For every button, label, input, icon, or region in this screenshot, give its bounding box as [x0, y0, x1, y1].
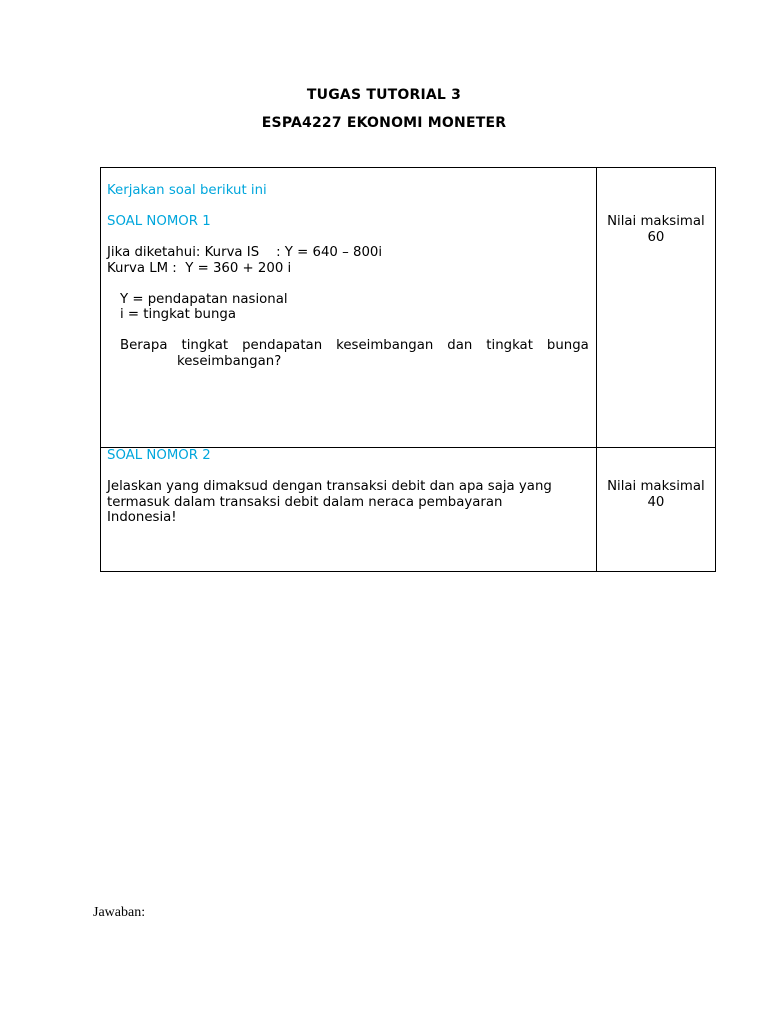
question-1-score-label: Nilai maksimal — [607, 214, 705, 229]
question-1-definition-i: i = tingkat bunga — [120, 307, 237, 322]
question-1-prompt-continued: keseimbangan? — [177, 353, 282, 369]
question-1-given-lm: Kurva LM : Y = 360 + 200 i — [107, 260, 292, 276]
question-1-heading: SOAL NOMOR 1 — [107, 214, 211, 229]
question-2-score-label: Nilai maksimal — [607, 479, 705, 494]
answer-label: Jawaban: — [93, 905, 146, 920]
question-1-score-cell — [596, 168, 715, 448]
question-2-prompt-line-3: Indonesia! — [107, 510, 177, 525]
instruction-text: Kerjakan soal berikut ini — [107, 183, 267, 198]
question-1-definition-y: Y = pendapatan nasional — [120, 291, 288, 307]
question-2-heading: SOAL NOMOR 2 — [107, 448, 211, 463]
question-2-cell — [101, 448, 597, 572]
question-1-prompt: Berapa tingkat pendapatan keseimbangan dan tingkat bunga — [120, 338, 589, 353]
question-2-score-value: 40 — [647, 494, 665, 510]
question-1-score-value: 60 — [647, 229, 665, 245]
question-2-prompt-line-2: termasuk dalam transaksi debit dalam neraca pembayaran — [107, 494, 503, 510]
question-1-cell — [101, 168, 597, 448]
course-title: ESPA4227 EKONOMI MONETER — [261, 115, 507, 131]
task-table — [100, 167, 716, 572]
question-2-score-cell — [596, 448, 715, 572]
question-2-prompt-line-1: Jelaskan yang dimaksud dengan transaksi debit dan apa saja yang — [107, 479, 552, 494]
table-row — [101, 448, 716, 572]
table-row — [101, 168, 716, 448]
question-1-given-is: Jika diketahui: Kurva IS : Y = 640 – 800i — [107, 245, 383, 260]
document-title: TUGAS TUTORIAL 3 — [306, 87, 462, 103]
